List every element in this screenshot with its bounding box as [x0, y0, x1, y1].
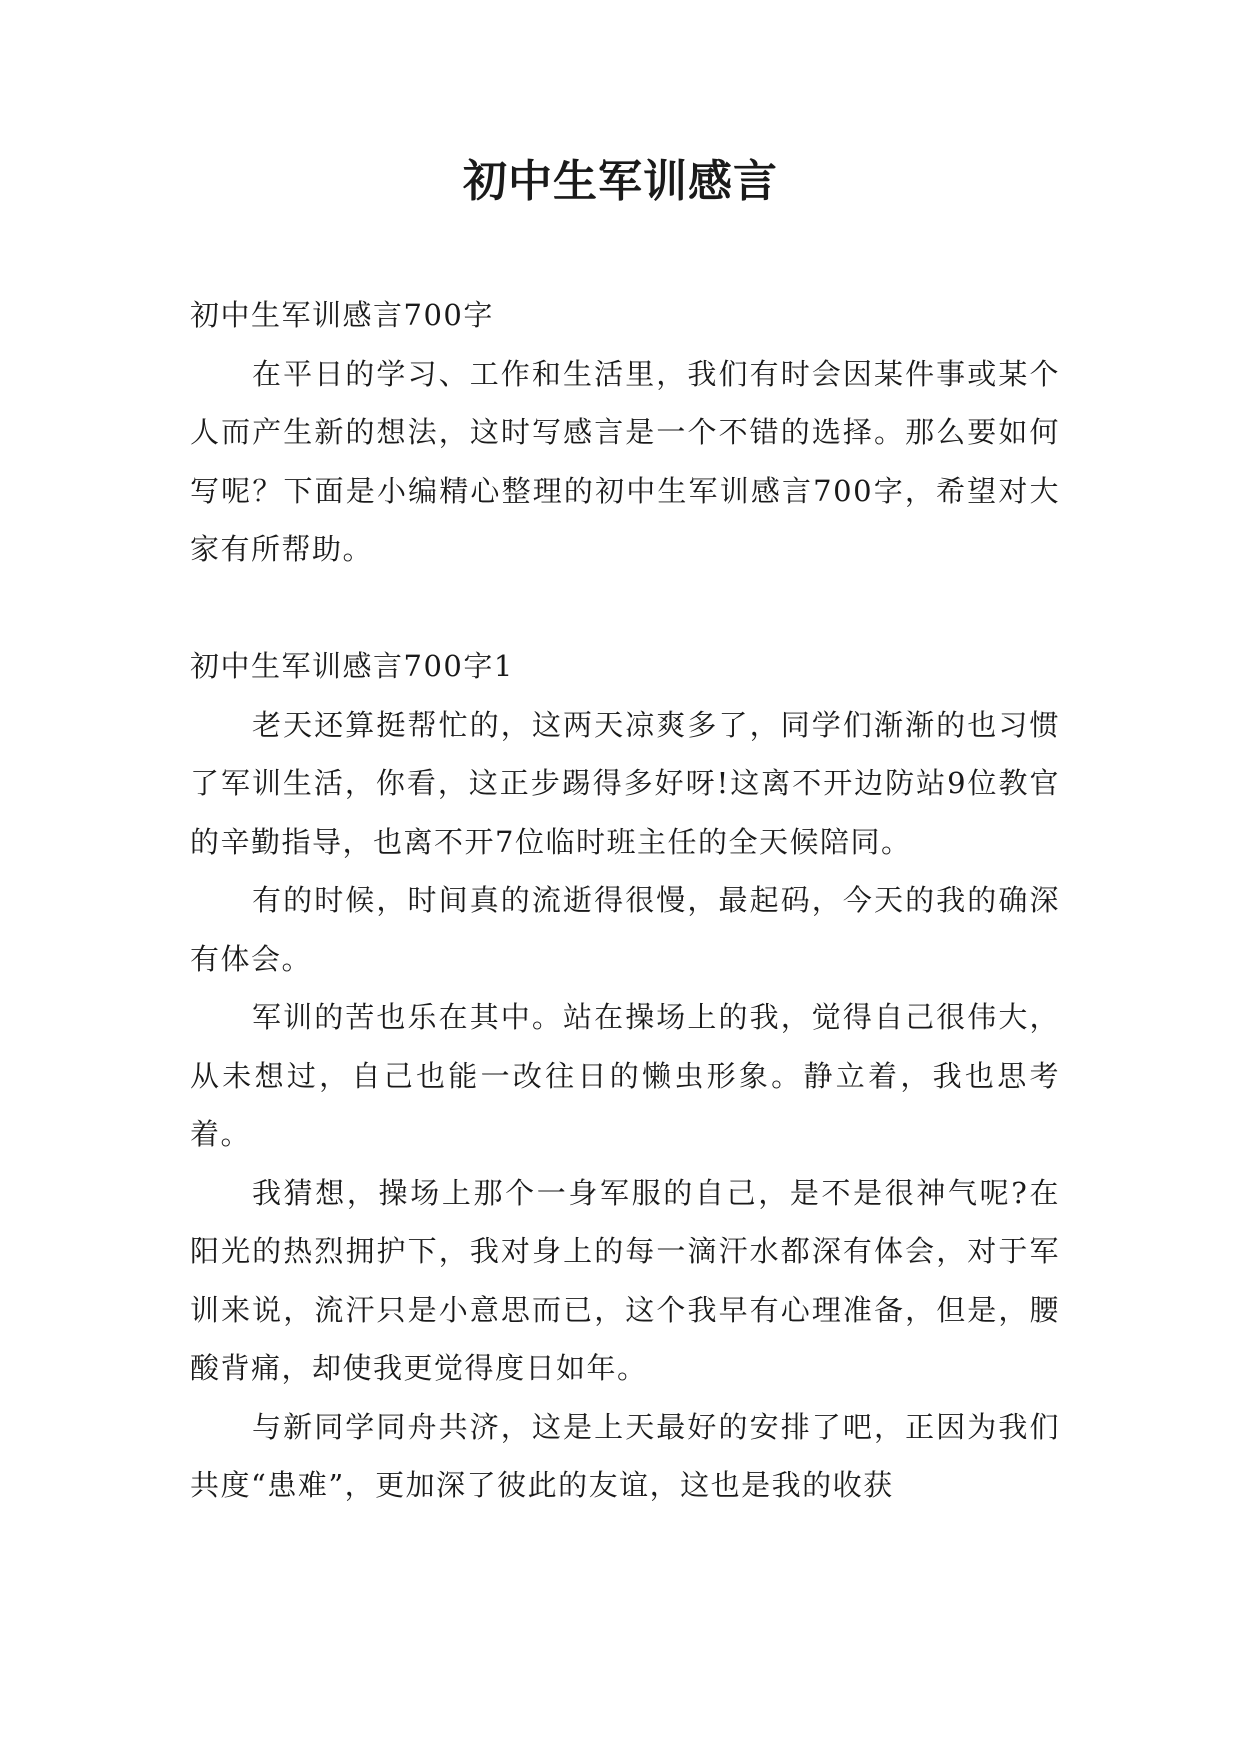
- paragraph: 有的时候，时间真的流逝得很慢，最起码，今天的我的确深有体会。: [190, 883, 1060, 976]
- document-body: [190, 286, 1060, 1515]
- section-spacer: [190, 579, 1060, 638]
- paragraph: 我猜想，操场上那个一身军服的自己，是不是很神气呢?在阳光的热烈拥护下，我对身上的每一滴汗水都深有体会，对于军训来说，流汗只是小意思而已，这个我早有心理准备，但是，腰酸背痛，却使我更觉得度日如年。: [190, 1175, 1060, 1385]
- paragraph: 与新同学同舟共济，这是上天最好的安排了吧，正因为我们共度“患难”，更加深了彼此的友谊，这也是我的收获: [190, 1409, 1060, 1502]
- document-title: 初中生军训感言: [463, 156, 778, 207]
- section-heading: 初中生军训感言700字: [190, 298, 494, 332]
- paragraph: 在平日的学习、工作和生活里，我们有时会因某件事或某个人而产生新的想法，这时写感言是一个不错的选择。那么要如何写呢？下面是小编精心整理的初中生军训感言700字，希望对大家有所帮助。: [190, 356, 1060, 566]
- paragraph: 老天还算挺帮忙的，这两天凉爽多了，同学们渐渐的也习惯了军训生活，你看，这正步踢得多好呀!这离不开边防站9位教官的辛勤指导，也离不开7位临时班主任的全天候陪同。: [190, 707, 1060, 859]
- section-heading: 初中生军训感言700字1: [190, 649, 514, 683]
- paragraph: 军训的苦也乐在其中。站在操场上的我，觉得自己很伟大，从未想过，自己也能一改往日的懒虫形象。静立着，我也思考着。: [190, 1000, 1060, 1151]
